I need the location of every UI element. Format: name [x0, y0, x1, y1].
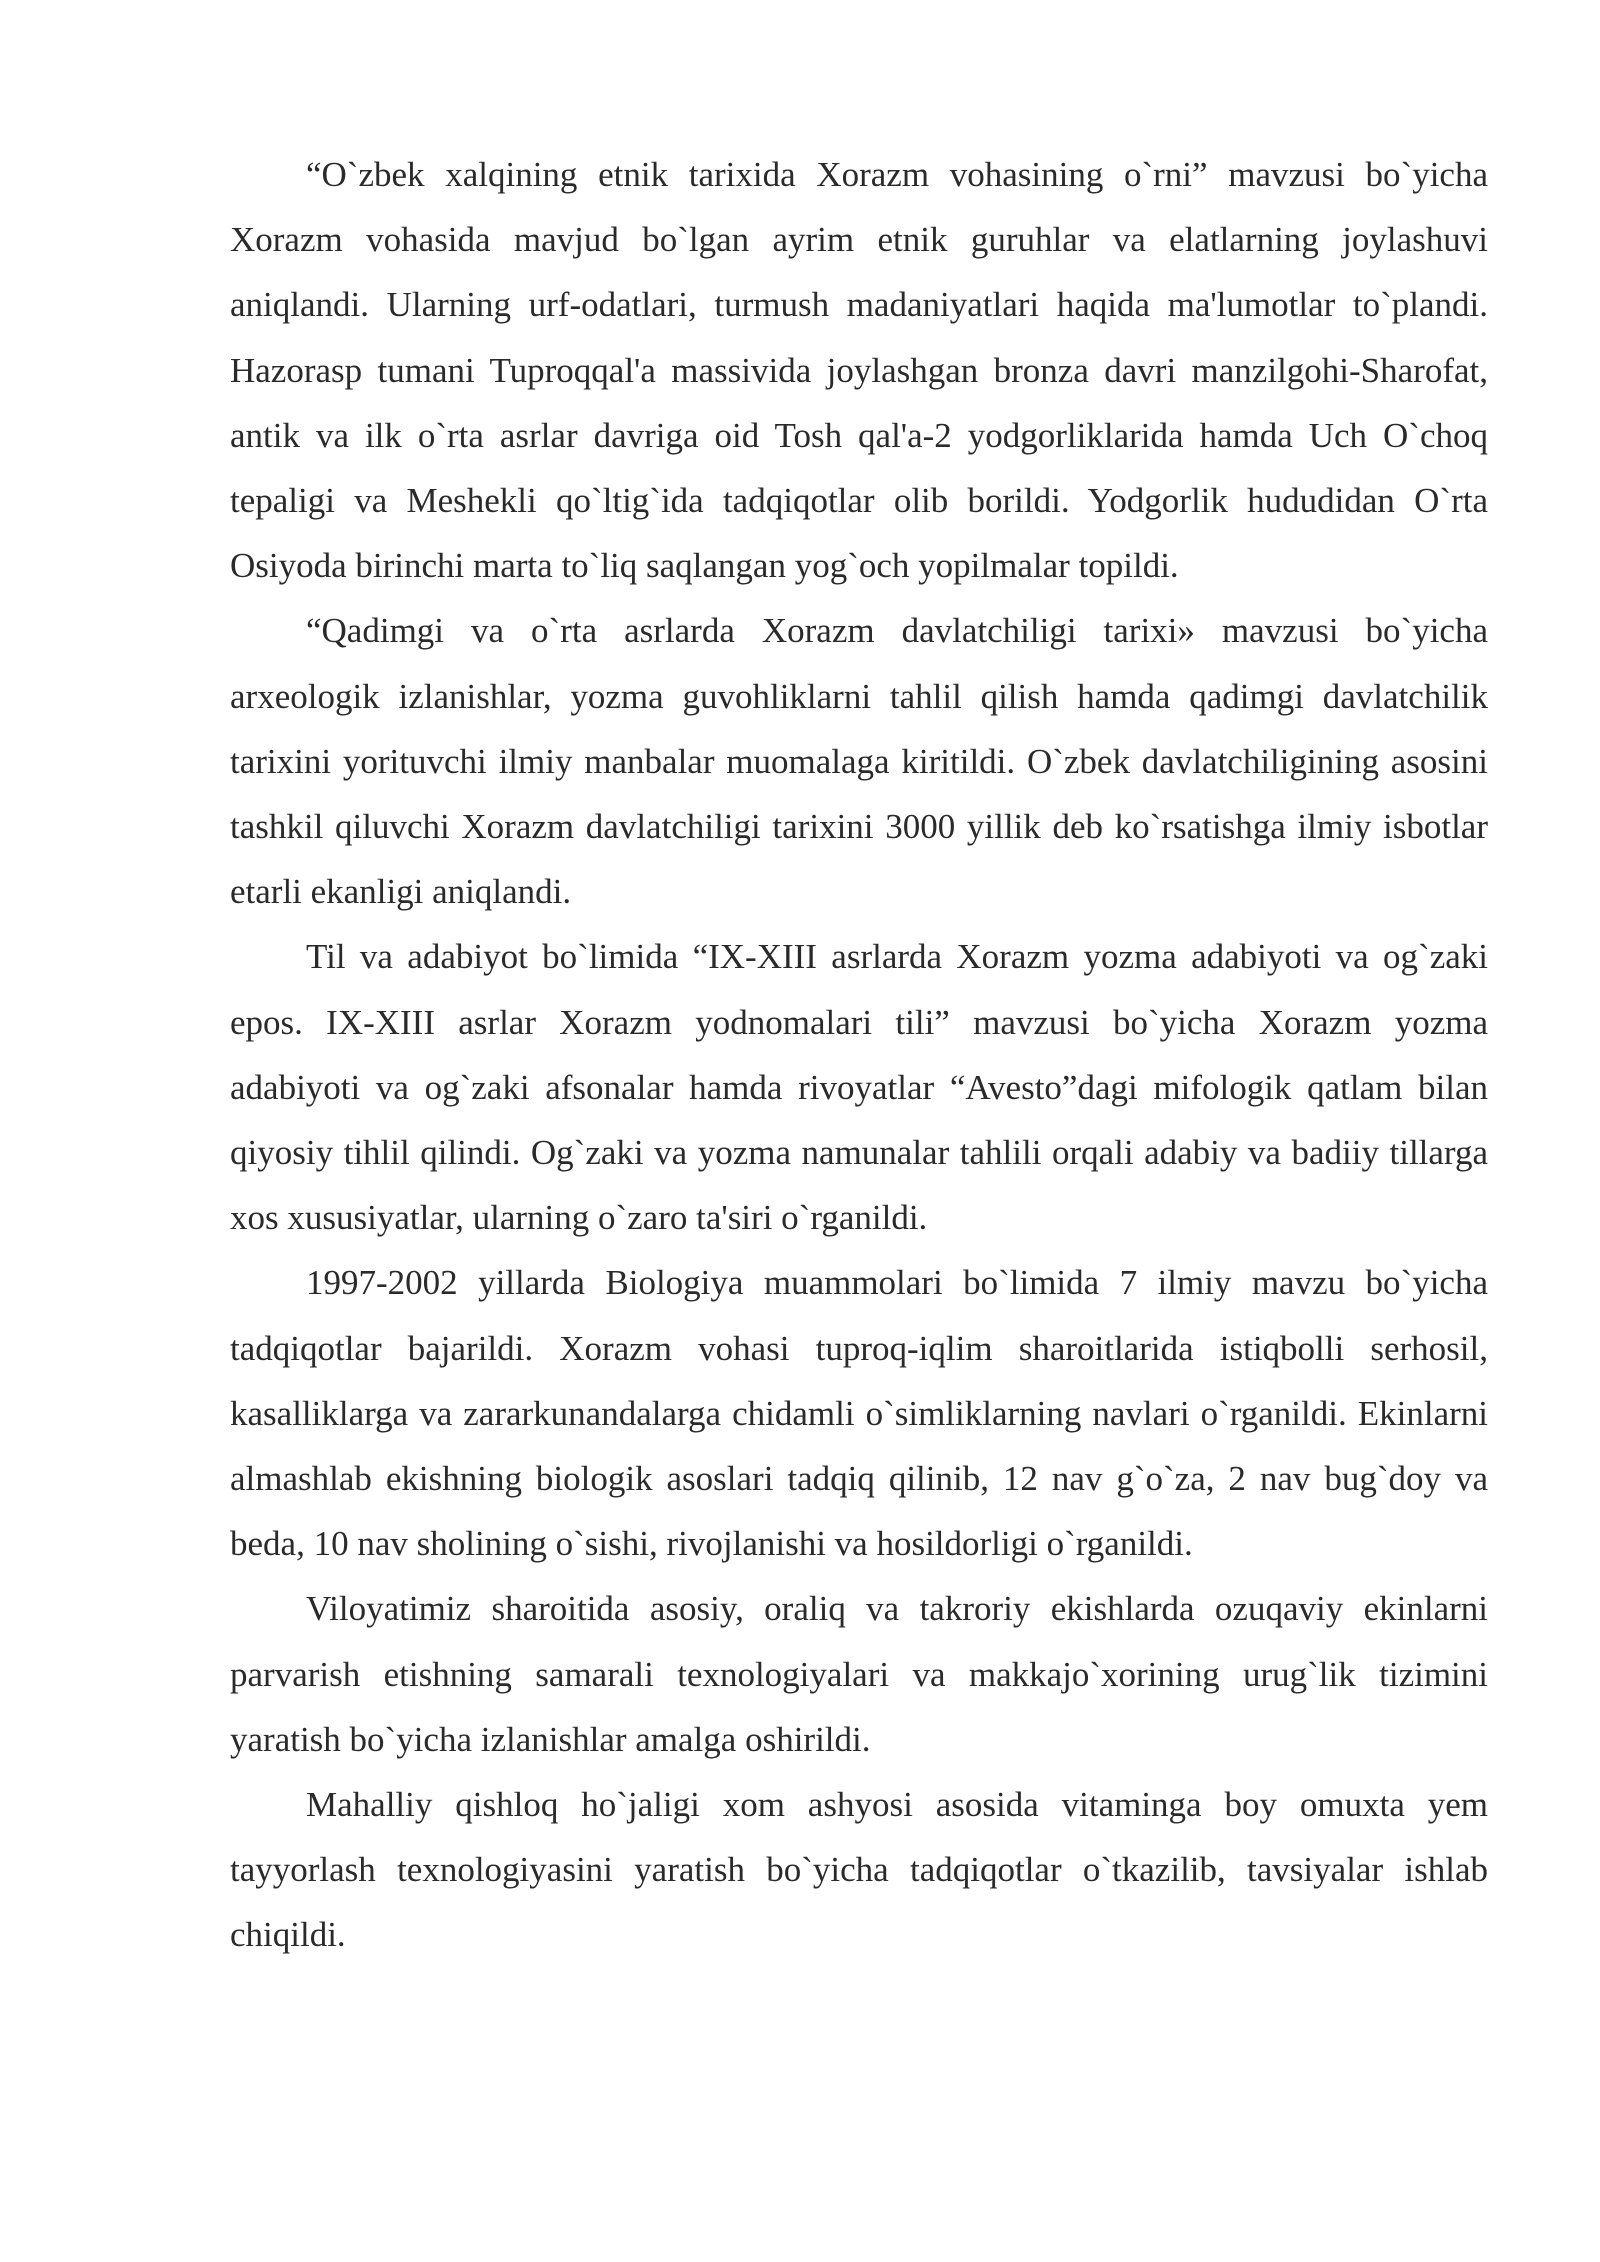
paragraph-davlatchilik: “Qadimgi va o`rta asrlarda Xorazm davlatchiligi tarixi» mavzusi bo`yicha arxeologik izlanishlar, yozma guvohliklarni tahlil qilish hamda qadimgi davlatchilik tarixini yorituvchi ilmiy manbalar muomalaga kiritildi. O`zbek davlatchiligining asosini tashkil qiluvchi Xorazm davlatchiligi tarixini 3000 yillik deb ko`rsatishga ilmiy isbotlar etarli ekanligi aniqlandi.: [230, 611, 1488, 912]
paragraph-etnik-tarix: “O`zbek xalqining etnik tarixida Xorazm vohasining o`rni” mavzusi bo`yicha Xorazm vohasida mavjud bo`lgan ayrim etnik guruhlar va elatlarning joylashuvi aniqlandi. Ularning urf-odatlari, turmush madaniyatlari haqida ma'lumotlar to`plandi. Hazorasp tumani Tuproqqal'a massivida joylashgan bronza davri manzilgohi-Sharofat, antik va ilk o`rta asrlar davriga oid Tosh qal'a-2 yodgorliklarida hamda Uch O`choq tepaligi va Meshekli qo`ltig`ida tadqiqotlar olib borildi. Yodgorlik hududidan O`rta Osiyoda birinchi marta to`liq saqlangan yog`och yopilmalar topildi.: [230, 155, 1488, 586]
paragraph-omuxta-yem: Mahalliy qishloq ho`jaligi xom ashyosi asosida vitaminga boy omuxta yem tayyorlash texnologiyasini yaratish bo`yicha tadqiqotlar o`tkazilib, tavsiyalar ishlab chiqildi.: [230, 1785, 1488, 1955]
paragraph-ozuqaviy-ekinlar: Viloyatimiz sharoitida asosiy, oraliq va takroriy ekishlarda ozuqaviy ekinlarni parvarish etishning samarali texnologiyalari va makkajo`xorining urug`lik tizimini yaratish bo`yicha izlanishlar amalga oshirildi.: [230, 1589, 1488, 1759]
document-body: [230, 142, 1488, 1968]
paragraph-til-adabiyot: Til va adabiyot bo`limida “IX-XIII asrlarda Xorazm yozma adabiyoti va og`zaki epos. IX-XIII asrlar Xorazm yodnomalari tili” mavzusi bo`yicha Xorazm yozma adabiyoti va og`zaki afsonalar hamda rivoyatlar “Avesto”dagi mifologik qatlam bilan qiyosiy tihlil qilindi. Og`zaki va yozma namunalar tahlili orqali adabiy va badiiy tillarga xos xususiyatlar, ularning o`zaro ta'siri o`rganildi.: [230, 937, 1488, 1238]
paragraph-biologiya: 1997-2002 yillarda Biologiya muammolari bo`limida 7 ilmiy mavzu bo`yicha tadqiqotlar bajarildi. Xorazm vohasi tuproq-iqlim sharoitlarida istiqbolli serhosil, kasalliklarga va zararkunandalarga chidamli o`simliklarning navlari o`rganildi. Ekinlarni almashlab ekishning biologik asoslari tadqiq qilinib, 12 nav g`o`za, 2 nav bug`doy va beda, 10 nav sholining o`sishi, rivojlanishi va hosildorligi o`rganildi.: [230, 1263, 1488, 1564]
